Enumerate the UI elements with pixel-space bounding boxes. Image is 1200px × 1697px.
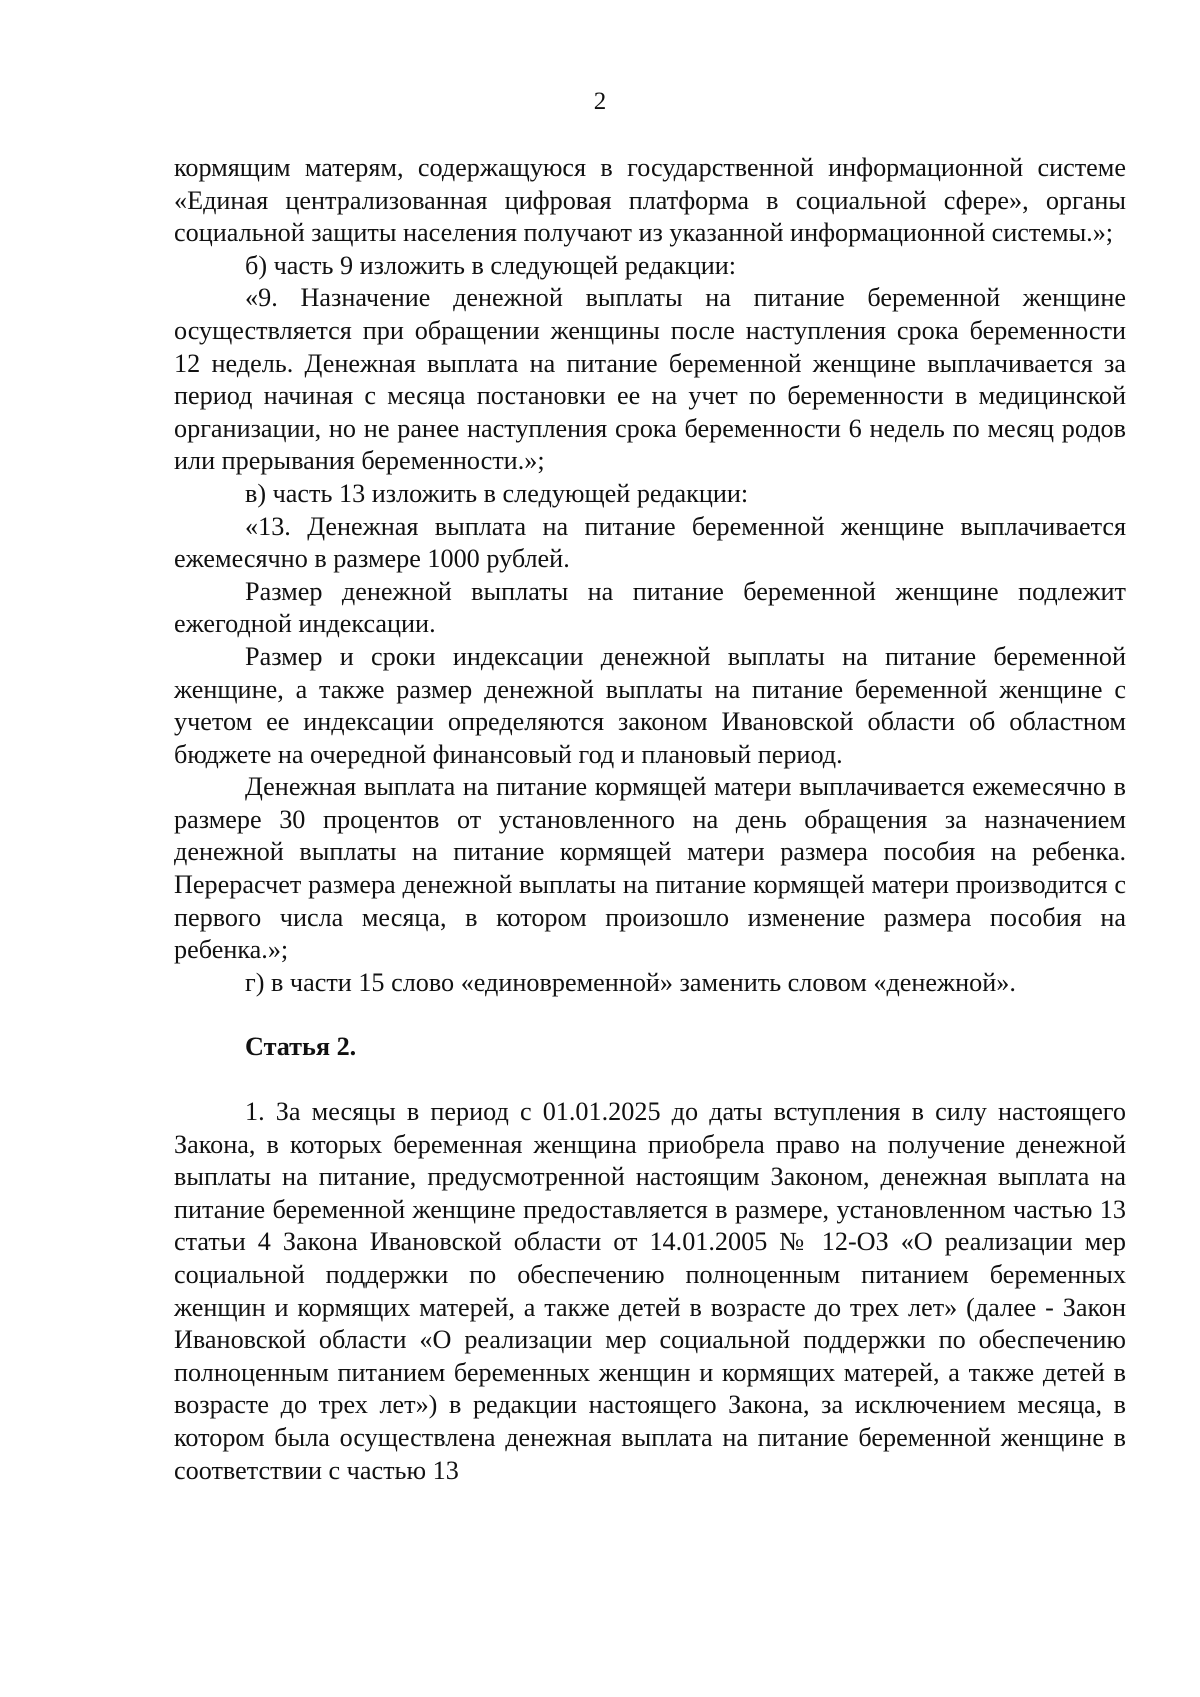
paragraph-part-13: «13. Денежная выплата на питание беременной женщине выплачивается ежемесячно в размере 1000 рублей. [174,511,1126,574]
paragraph-continuation: кормящим матерям, содержащуюся в государственной информационной системе «Единая централизованная цифровая платформа в социальной сфере», органы социальной защиты населения получают из указанной информационной системы.»; [174,153,1126,248]
paragraph-indexation: Размер денежной выплаты на питание беременной женщине подлежит ежегодной индексации. [174,576,1126,639]
paragraph-indexation-terms: Размер и сроки индексации денежной выплаты на питание беременной женщине, а также размер денежной выплаты на питание беременной женщине с учетом ее индексации определяются законом Ивановской области об областном бюджете на очередной финансовый год и плановый период. [174,641,1126,769]
paragraph-item-g: г) в части 15 слово «единовременной» заменить словом «денежной». [245,967,1016,997]
page-number: 2 [593,88,607,115]
article-paragraph-1: 1. За месяцы в период с 01.01.2025 до даты вступления в силу настоящего Закона, в которых беременная женщина приобрела право на получение денежной выплаты на питание, предусмотренной настоящим Законом, денежная выплата на питание беременной женщине предоставляется в размере, установленном частью 13 статьи 4 Закона Ивановской области от 14.01.2005 № 12-ОЗ «О реализации мер социальной поддержки по обеспечению полноценным питанием беременных женщин и кормящих матерей, а также детей в возрасте до трех лет» (далее - Закон Ивановской области «О реализации мер социальной поддержки по обеспечению полноценным питанием беременных женщин и кормящих матерей, а также детей в возрасте до трех лет») в редакции настоящего Закона, за исключением месяца, в котором была осуществлена денежная выплата на питание беременной женщине в соответствии с частью 13 [174,1097,1126,1485]
paragraph-nursing-mother: Денежная выплата на питание кормящей матери выплачивается ежемесячно в размере 30 процентов от установленного на день обращения за назначением денежной выплаты на питание кормящей матери размера пособия на ребенка. Перерасчет размера денежной выплаты на питание кормящей матери производится с первого числа месяца, в котором произошло изменение размера пособия на ребенка.»; [174,772,1126,965]
paragraph-item-v: в) часть 13 изложить в следующей редакции: [245,478,749,508]
article-heading: Статья 2. [245,1032,357,1062]
document-body [174,152,1126,1487]
paragraph-part-9: «9. Назначение денежной выплаты на питание беременной женщине осуществляется при обращении женщины после наступления срока беременности 12 недель. Денежная выплата на питание беременной женщине выплачивается за период начиная с месяца постановки ее на учет по беременности в медицинской организации, но не ранее наступления срока беременности 6 недель по месяц родов или прерывания беременности.»; [174,283,1126,476]
paragraph-item-b: б) часть 9 изложить в следующей редакции: [245,250,737,280]
